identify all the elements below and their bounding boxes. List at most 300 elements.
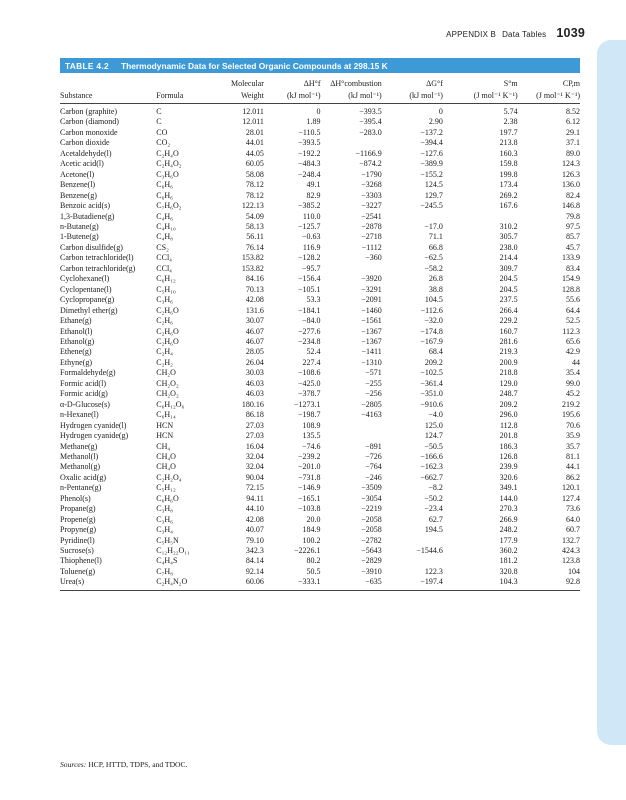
- table-cell: 76.14: [245, 242, 264, 252]
- table-cell: 44: [572, 357, 580, 367]
- table-cell: 126.3: [562, 169, 580, 179]
- table-cell: −360: [365, 253, 382, 263]
- table-cell: C: [156, 117, 162, 127]
- table-cell: CO: [156, 127, 168, 137]
- table-cell: 64.0: [566, 514, 580, 524]
- table-cell: 136.0: [562, 180, 580, 190]
- table-cell: 70.13: [245, 284, 264, 294]
- table-cell: 199.8: [499, 169, 518, 179]
- table-cell: C₂H₄N₂O: [156, 577, 215, 590]
- header-bottom-cell-1: Formula: [156, 89, 215, 104]
- table-cell: −2718: [361, 232, 382, 242]
- table-cell: 153.82: [241, 253, 264, 263]
- table-cell: −874.2: [359, 159, 382, 169]
- table-cell: 116.9: [302, 242, 321, 252]
- table-cell: C₅H₅N: [156, 535, 179, 545]
- table-cell: −394.4: [420, 138, 443, 148]
- table-cell: [321, 431, 382, 441]
- table-cell: 42.9: [566, 347, 580, 357]
- table-cell: 1-Butene(g): [60, 232, 99, 242]
- table-row: [60, 483, 580, 493]
- table-cell: C₆H₆: [156, 190, 173, 200]
- table-cell: 65.6: [566, 336, 580, 346]
- table-cell: [321, 264, 382, 274]
- table-cell: 269.2: [499, 190, 518, 200]
- table-row: [60, 525, 580, 535]
- table-cell: 219.3: [499, 347, 518, 357]
- table-cell: 238.0: [499, 242, 518, 252]
- table-cell: −245.5: [420, 201, 443, 211]
- table-row: [60, 128, 580, 138]
- table-cell: −2541: [361, 211, 382, 221]
- table-cell: −0.63: [302, 232, 321, 242]
- header-bottom-cell-6: (J mol⁻¹ K⁻¹): [443, 89, 518, 104]
- table-cell: −3920: [361, 274, 382, 284]
- table-cell: 35.9: [566, 431, 580, 441]
- table-row: [60, 295, 580, 305]
- table-cell: 237.5: [499, 295, 518, 305]
- table-row: [60, 264, 580, 274]
- table-cell: 201.8: [499, 431, 518, 441]
- table-cell: Toluene(g): [60, 566, 95, 576]
- table-cell: 124.7: [424, 431, 443, 441]
- table-cell: n-Hexane(l): [60, 410, 99, 420]
- table-cell: −102.5: [420, 368, 443, 378]
- table-cell: 229.2: [499, 316, 518, 326]
- table-cell: 37.1: [566, 138, 580, 148]
- table-row: [60, 138, 580, 148]
- table-cell: 209.2: [424, 357, 443, 367]
- table-cell: 58.13: [245, 221, 264, 231]
- table-cell: −50.5: [424, 441, 443, 451]
- table-cell: 44.05: [245, 148, 264, 158]
- table-cell: 35.4: [566, 368, 580, 378]
- table-cell: −3291: [361, 284, 382, 294]
- table-cell: 167.6: [499, 201, 518, 211]
- table-cell: 112.8: [499, 420, 518, 430]
- header-bottom-cell-2: Weight: [215, 89, 264, 104]
- table-cell: 26.04: [245, 357, 264, 367]
- table-cell: 129.7: [424, 190, 443, 200]
- table-cell: 131.6: [245, 305, 264, 315]
- table-row: [60, 379, 580, 389]
- table-cell: 125.0: [424, 420, 443, 430]
- table-cell: 68.4: [428, 347, 443, 357]
- table-cell: −393.5: [298, 138, 321, 148]
- table-cell: [382, 212, 443, 222]
- table-cell: C₂H₄O₂: [156, 159, 182, 169]
- table-cell: −395.4: [359, 117, 382, 127]
- section-label: Data Tables: [502, 30, 547, 39]
- table-cell: −393.5: [359, 107, 382, 116]
- table-cell: 177.9: [499, 535, 518, 545]
- table-cell: 360.2: [499, 546, 518, 556]
- table-row: [60, 180, 580, 190]
- table-cell: 204.5: [499, 274, 518, 284]
- table-cell: 128.8: [562, 284, 580, 294]
- table-cell: 100.2: [302, 535, 321, 545]
- table-cell: 214.4: [499, 253, 518, 263]
- table-cell: 213.8: [499, 138, 518, 148]
- table-cell: 296.0: [499, 410, 518, 420]
- table-cell: HCN: [156, 420, 174, 430]
- table-row: [60, 201, 580, 211]
- table-cell: −1112: [361, 242, 382, 252]
- table-cell: −127.6: [420, 148, 443, 158]
- table-row: [60, 170, 580, 180]
- table-cell: C₄H₁₀: [156, 221, 176, 231]
- table-cell: 79.8: [566, 211, 580, 221]
- table-cell: 92.8: [518, 577, 580, 590]
- table-row: [60, 306, 580, 316]
- table-cell: 83.4: [566, 263, 580, 273]
- header-bottom-cell-5: (kJ mol⁻¹): [382, 89, 443, 104]
- table-cell: 38.8: [428, 284, 443, 294]
- table-cell: 6.12: [566, 117, 580, 127]
- table-cell: −248.4: [298, 169, 321, 179]
- table-cell: Ethyne(g): [60, 357, 92, 367]
- table-cell: [321, 138, 382, 148]
- table-cell: CH₂O: [156, 368, 176, 378]
- table-row: [60, 337, 580, 347]
- table-cell: −1367: [361, 336, 382, 346]
- table-cell: C₂H₂O₄: [156, 472, 182, 482]
- header-bottom-cell-0: Substance: [60, 89, 156, 104]
- table-cell: −108.6: [298, 368, 321, 378]
- table-cell: Propyne(g): [60, 525, 96, 535]
- table-cell: 27.03: [245, 431, 264, 441]
- table-row: [60, 253, 580, 263]
- table-row: [60, 442, 580, 452]
- table-cell: 82.4: [566, 190, 580, 200]
- table-cell: 266.4: [499, 305, 518, 315]
- table-cell: 16.04: [245, 441, 264, 451]
- header-bottom-cell-7: (J mol⁻¹ K⁻¹): [518, 89, 580, 104]
- table-cell: 58.08: [245, 169, 264, 179]
- table-cell: 82.9: [306, 190, 321, 200]
- table-cell: 248.7: [499, 389, 518, 399]
- table-row: [60, 473, 580, 483]
- table-cell: 197.7: [499, 127, 518, 137]
- table-row: [60, 556, 580, 566]
- table-cell: C₂H₆O: [156, 326, 179, 336]
- table-cell: 281.6: [499, 336, 518, 346]
- table-cell: HCN: [156, 431, 174, 441]
- table-cell: 104.5: [424, 295, 443, 305]
- table-cell: 99.0: [566, 378, 580, 388]
- table-cell: −174.8: [420, 326, 443, 336]
- table-cell: 92.14: [245, 566, 264, 576]
- table-row: [60, 400, 580, 410]
- table-row: [60, 452, 580, 462]
- table-cell: 112.3: [562, 326, 580, 336]
- table-title-bar: [60, 58, 580, 73]
- table-row: [60, 104, 580, 118]
- table-cell: Sucrose(s): [60, 546, 94, 556]
- table-cell: −2058: [361, 514, 382, 524]
- table-cell: 55.6: [566, 295, 580, 305]
- table-cell: 195.6: [562, 410, 580, 420]
- table-cell: 28.05: [245, 347, 264, 357]
- table-cell: Carbon dioxide: [60, 138, 110, 148]
- table-cell: −8.2: [428, 483, 443, 493]
- table-cell: C₆H₆O: [156, 493, 179, 503]
- table-cell: 73.6: [566, 504, 580, 514]
- table-cell: −162.3: [420, 462, 443, 472]
- table-cell: C₆H₁₂: [156, 274, 176, 284]
- sources-label: Sources:: [60, 760, 87, 769]
- table-cell: −50.2: [424, 493, 443, 503]
- table-cell: −378.7: [298, 389, 321, 399]
- table-cell: 309.7: [499, 263, 518, 273]
- table-cell: −764: [365, 462, 382, 472]
- table-cell: C₂H₆: [156, 316, 173, 326]
- table-cell: 71.1: [428, 232, 443, 242]
- table-cell: −62.5: [424, 253, 443, 263]
- table-cell: −167.9: [420, 336, 443, 346]
- table-cell: 120.1: [562, 483, 580, 493]
- table-row: [60, 347, 580, 357]
- table-row: [60, 117, 580, 127]
- table-row: [60, 358, 580, 368]
- table-cell: −84.0: [302, 316, 321, 326]
- table-cell: 44.01: [245, 138, 264, 148]
- table-cell: 46.07: [245, 326, 264, 336]
- table-cell: C₇H₈: [156, 566, 173, 576]
- table-cell: 110.0: [302, 211, 321, 221]
- table-cell: 81.1: [566, 451, 580, 461]
- table-cell: 86.18: [245, 410, 264, 420]
- table-cell: 46.07: [245, 336, 264, 346]
- table-row: [60, 515, 580, 525]
- table-cell: C₆H₁₂O₆: [156, 399, 185, 409]
- table-cell: 40.07: [245, 525, 264, 535]
- table-cell: Acetone(l): [60, 169, 95, 179]
- table-cell: 45.2: [566, 389, 580, 399]
- table-cell: 54.09: [245, 211, 264, 221]
- table-cell: 194.5: [424, 525, 443, 535]
- table-cell: C₅H₁₀: [156, 284, 176, 294]
- table-cell: Hydrogen cyanide(g): [60, 431, 129, 441]
- table-cell: 2.90: [428, 117, 443, 127]
- table-cell: 204.5: [499, 284, 518, 294]
- table-cell: 32.04: [245, 451, 264, 461]
- table-cell: 80.2: [306, 556, 321, 566]
- sources-note: [60, 760, 188, 769]
- table-cell: C₂H₆O: [156, 336, 179, 346]
- table-cell: 1.89: [306, 117, 321, 127]
- table-cell: Methanol(l): [60, 451, 99, 461]
- table-cell: Formic acid(l): [60, 378, 106, 388]
- table-cell: 50.5: [306, 566, 321, 576]
- table-row: [60, 577, 580, 590]
- table-cell: 310.2: [499, 221, 518, 231]
- table-cell: −1544.6: [416, 546, 443, 556]
- table-cell: 66.8: [428, 242, 443, 252]
- table-cell: −361.4: [420, 378, 443, 388]
- table-cell: −110.5: [298, 127, 321, 137]
- table-cell: C₂H₆O: [156, 305, 179, 315]
- table-cell: Oxalic acid(g): [60, 472, 106, 482]
- table-cell: Hydrogen cyanide(l): [60, 420, 127, 430]
- table-cell: 154.9: [562, 274, 580, 284]
- header-top-cell-3: ΔH°f: [303, 78, 321, 88]
- table-cell: 44.1: [566, 462, 580, 472]
- table-cell: 305.7: [499, 232, 518, 242]
- table-cell: −2058: [361, 525, 382, 535]
- table-cell: −256: [365, 389, 382, 399]
- table-row: [60, 536, 580, 546]
- table-cell: 28.01: [245, 127, 264, 137]
- table-cell: 62.7: [428, 514, 443, 524]
- table-cell: CO₂: [156, 138, 171, 148]
- table-cell: Acetaldehyde(l): [60, 148, 112, 158]
- table-body: [60, 104, 580, 591]
- table-cell: 27.03: [245, 420, 264, 430]
- table-cell: −389.9: [420, 159, 443, 169]
- table-cell: 78.12: [245, 180, 264, 190]
- table-cell: −2226.1: [294, 546, 321, 556]
- table-cell: 29.1: [566, 127, 580, 137]
- table-cell: −165.1: [298, 493, 321, 503]
- table-cell: 104: [568, 566, 580, 576]
- table-cell: 108.9: [302, 420, 321, 430]
- table-cell: 209.2: [499, 399, 518, 409]
- table-cell: 70.6: [566, 420, 580, 430]
- table-cell: 160.7: [499, 326, 518, 336]
- table-cell: −731.8: [298, 472, 321, 482]
- table-cell: 45.7: [566, 242, 580, 252]
- table-cell: 127.4: [562, 493, 580, 503]
- table-row: [60, 494, 580, 504]
- table-cell: 52.5: [566, 316, 580, 326]
- table-cell: −1166.9: [355, 148, 382, 158]
- table-cell: −103.8: [298, 504, 321, 514]
- table-row: [60, 462, 580, 472]
- table-cell: −484.3: [298, 159, 321, 169]
- table-cell: −277.6: [298, 326, 321, 336]
- table-cell: Carbon tetrachloride(g): [60, 263, 136, 273]
- table-cell: 153.82: [241, 263, 264, 273]
- table-cell: Carbon disulfide(g): [60, 242, 123, 252]
- table-cell: C₃H₆O: [156, 169, 179, 179]
- table-cell: 84.16: [245, 274, 264, 284]
- table-cell: Ethane(g): [60, 316, 92, 326]
- table-row: [60, 232, 580, 242]
- table-cell: 12.011: [242, 117, 264, 127]
- table-cell: −4163: [361, 410, 382, 420]
- table-cell: 184.9: [302, 525, 321, 535]
- table-cell: −3509: [361, 483, 382, 493]
- table-cell: −3268: [361, 180, 382, 190]
- table-row: [60, 421, 580, 431]
- table-cell: C₇H₆O₂: [156, 201, 182, 211]
- table-cell: 133.9: [562, 253, 580, 263]
- table-cell: −105.1: [298, 284, 321, 294]
- table-cell: 5.74: [503, 107, 518, 116]
- header-top-cell-7: CP,m: [562, 78, 580, 88]
- table-cell: Cyclopentane(l): [60, 284, 112, 294]
- table-cell: −17.0: [424, 221, 443, 231]
- table-cell: 0: [438, 107, 443, 116]
- table-cell: 89.0: [566, 148, 580, 158]
- table-cell: 44.10: [245, 504, 264, 514]
- table-cell: 180.16: [241, 399, 264, 409]
- table-cell: −571: [365, 368, 382, 378]
- table-cell: −3303: [361, 190, 382, 200]
- table-cell: −3910: [361, 566, 382, 576]
- header-row-top: [60, 78, 580, 89]
- table-cell: C₄H₆: [156, 211, 173, 221]
- table-cell: −156.4: [298, 274, 321, 284]
- table-cell: C₆H₁₄: [156, 410, 176, 420]
- table-cell: Propene(g): [60, 514, 96, 524]
- table-cell: 72.15: [245, 483, 264, 493]
- table-cell: −4.0: [428, 410, 443, 420]
- table-cell: −198.7: [298, 410, 321, 420]
- table-cell: [443, 212, 518, 222]
- table-cell: 270.3: [499, 504, 518, 514]
- header-top-cell-5: ΔG°f: [426, 78, 443, 88]
- table-cell: −1367: [361, 326, 382, 336]
- table-cell: C₂H₄: [156, 347, 173, 357]
- table-cell: −1460: [361, 305, 382, 315]
- table-cell: −128.2: [298, 253, 321, 263]
- table-row: [60, 243, 580, 253]
- table-cell: 266.9: [499, 514, 518, 524]
- table-cell: C₆H₆: [156, 180, 173, 190]
- table-cell: 79.10: [245, 535, 264, 545]
- table-cell: Benzene(g): [60, 190, 97, 200]
- table-cell: CCl₄: [156, 253, 172, 263]
- table-row: [60, 327, 580, 337]
- table-cell: −166.6: [420, 451, 443, 461]
- table-cell: Thiophene(l): [60, 556, 102, 566]
- table-cell: 53.3: [306, 295, 321, 305]
- table-cell: Dimethyl ether(g): [60, 305, 118, 315]
- table-cell: −137.2: [420, 127, 443, 137]
- table-cell: 94.11: [246, 493, 264, 503]
- table-cell: −192.2: [298, 148, 321, 158]
- table-row: [60, 389, 580, 399]
- table-cell: 122.13: [241, 201, 264, 211]
- table-cell: −95.7: [302, 263, 321, 273]
- table-cell: 1,3-Butadiene(g): [60, 211, 115, 221]
- table-cell: −184.1: [298, 305, 321, 315]
- table-cell: −1790: [361, 169, 382, 179]
- side-thumb-tab: [597, 40, 626, 745]
- running-head: [446, 26, 585, 40]
- table-cell: Acetic acid(l): [60, 159, 104, 169]
- table-cell: Cyclopropane(g): [60, 295, 115, 305]
- header-top-cell-1: [156, 78, 215, 89]
- table-cell: −58.2: [424, 263, 443, 273]
- table-cell: 124.3: [562, 159, 580, 169]
- table-cell: 46.03: [245, 389, 264, 399]
- table-row: [60, 149, 580, 159]
- table-cell: −2878: [361, 221, 382, 231]
- table-cell: −2219: [361, 504, 382, 514]
- table-cell: Ethene(g): [60, 347, 92, 357]
- table-cell: 160.3: [499, 148, 518, 158]
- table-cell: −201.0: [298, 462, 321, 472]
- table-cell: 0: [316, 107, 321, 116]
- table-cell: −234.8: [298, 336, 321, 346]
- table-cell: −255: [365, 378, 382, 388]
- table-cell: 146.8: [562, 201, 580, 211]
- table-cell: 123.8: [562, 556, 580, 566]
- header-bottom-cell-3: (kJ mol⁻¹): [264, 89, 321, 104]
